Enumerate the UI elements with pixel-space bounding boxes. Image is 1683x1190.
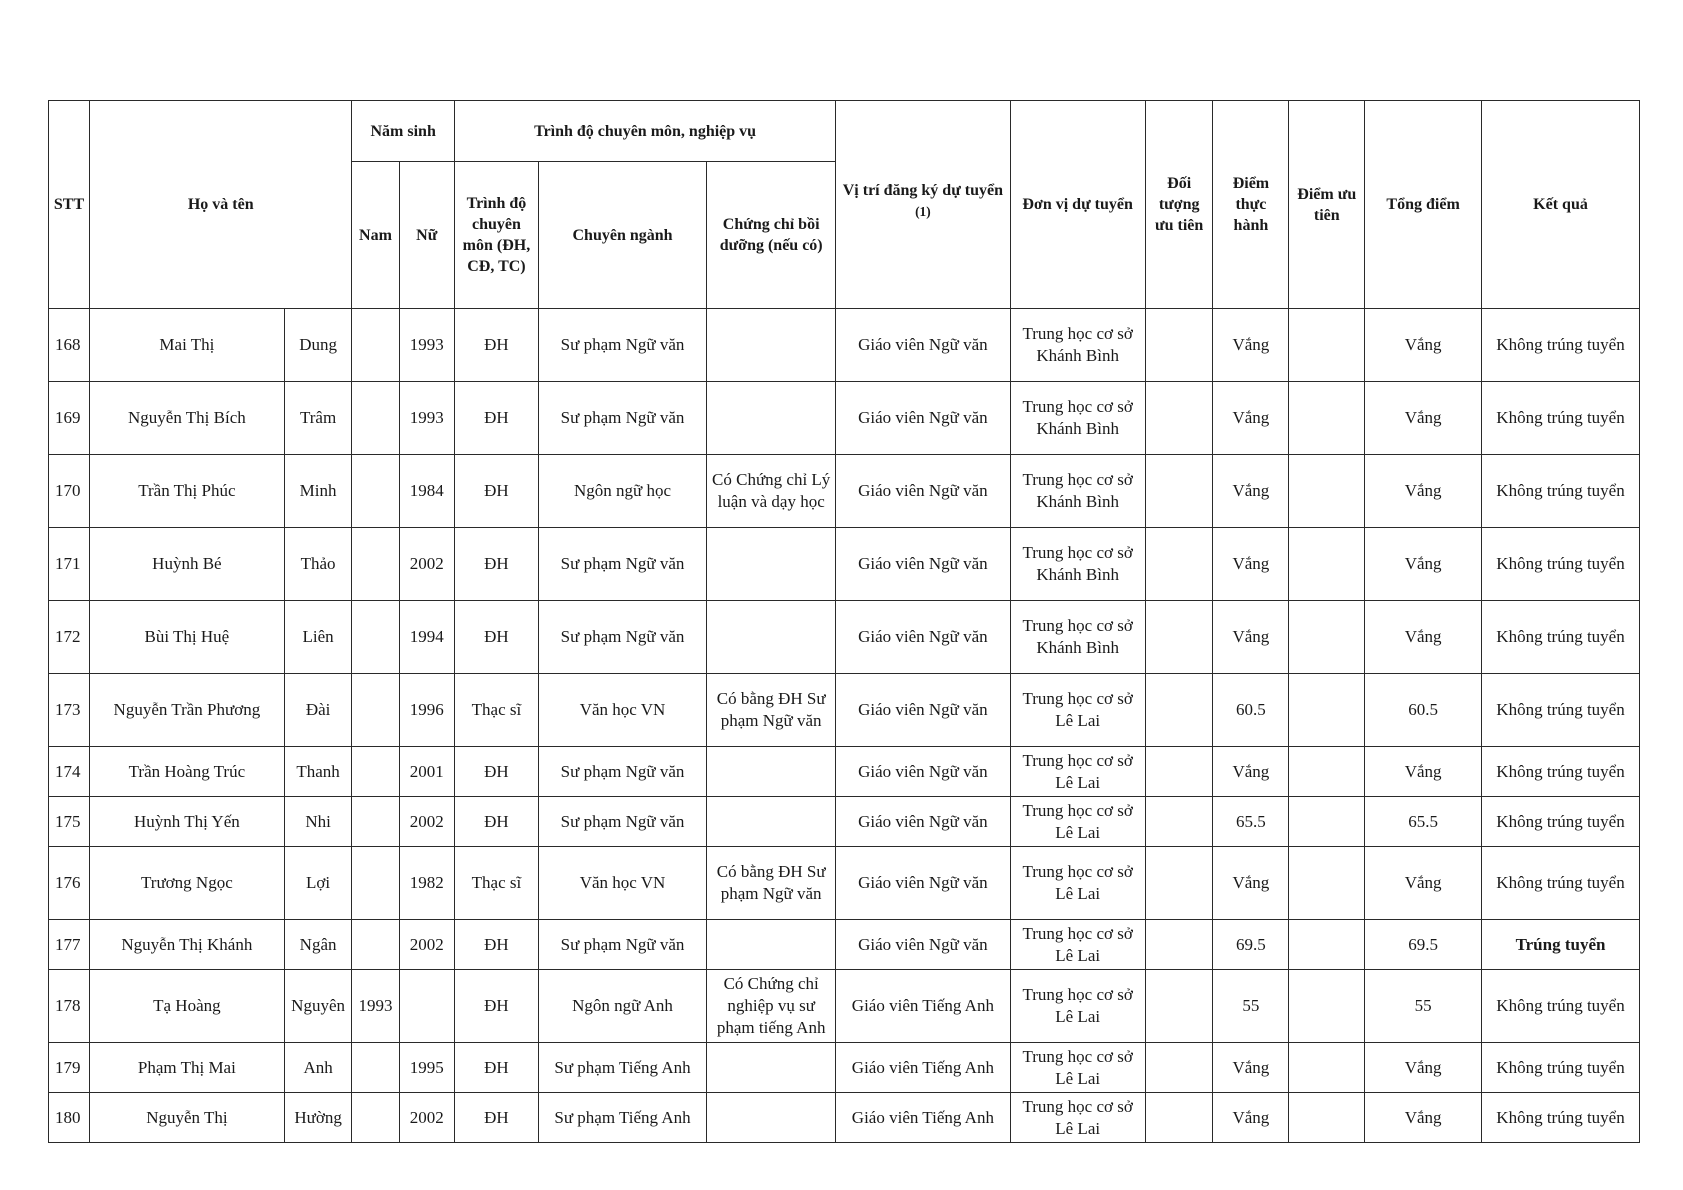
cell-chuyen-nganh: Ngôn ngữ học (538, 455, 706, 528)
cell-diem-uu-tien (1289, 455, 1365, 528)
cell-ten: Nguyên (284, 970, 352, 1043)
cell-chuyen-nganh: Sư phạm Ngữ văn (538, 382, 706, 455)
cell-trinh-do: ĐH (454, 747, 538, 797)
cell-diem-uu-tien (1289, 309, 1365, 382)
cell-nu: 1982 (399, 847, 454, 920)
cell-nu: 1995 (399, 1043, 454, 1093)
cell-ho: Trần Hoàng Trúc (90, 747, 285, 797)
cell-trinh-do: Thạc sĩ (454, 674, 538, 747)
cell-ket-qua: Không trúng tuyển (1482, 1043, 1640, 1093)
cell-stt: 180 (49, 1093, 90, 1143)
cell-doi-tuong (1145, 747, 1213, 797)
table-row (49, 1043, 1640, 1093)
cell-stt: 174 (49, 747, 90, 797)
cell-ten: Thảo (284, 528, 352, 601)
table-row (49, 455, 1640, 528)
header-ket-qua: Kết quả (1482, 101, 1640, 309)
cell-ket-qua: Không trúng tuyển (1482, 601, 1640, 674)
cell-chuyen-nganh: Sư phạm Ngữ văn (538, 309, 706, 382)
cell-diem-thuc-hanh: Vắng (1213, 309, 1289, 382)
cell-don-vi: Trung học cơ sở Khánh Bình (1010, 601, 1145, 674)
cell-vi-tri: Giáo viên Ngữ văn (836, 382, 1010, 455)
cell-diem-thuc-hanh: Vắng (1213, 1093, 1289, 1143)
cell-nam: 1993 (352, 970, 399, 1043)
cell-ho: Tạ Hoàng (90, 970, 285, 1043)
cell-nam (352, 920, 399, 970)
cell-ten: Ngân (284, 920, 352, 970)
cell-doi-tuong (1145, 1043, 1213, 1093)
table-body (49, 309, 1640, 1143)
cell-vi-tri: Giáo viên Tiếng Anh (836, 970, 1010, 1043)
cell-nam (352, 455, 399, 528)
cell-trinh-do: ĐH (454, 1043, 538, 1093)
cell-nam (352, 1093, 399, 1143)
cell-trinh-do: ĐH (454, 970, 538, 1043)
cell-diem-thuc-hanh: Vắng (1213, 528, 1289, 601)
cell-chung-chi (707, 1093, 836, 1143)
cell-diem-thuc-hanh: 69.5 (1213, 920, 1289, 970)
cell-tong-diem: Vắng (1365, 1093, 1482, 1143)
cell-vi-tri: Giáo viên Ngữ văn (836, 601, 1010, 674)
cell-ten: Nhi (284, 797, 352, 847)
cell-chung-chi: Có bằng ĐH Sư phạm Ngữ văn (707, 847, 836, 920)
cell-chung-chi (707, 528, 836, 601)
cell-vi-tri: Giáo viên Ngữ văn (836, 847, 1010, 920)
cell-stt: 177 (49, 920, 90, 970)
cell-ten: Liên (284, 601, 352, 674)
table-row (49, 382, 1640, 455)
cell-ho: Nguyễn Trần Phương (90, 674, 285, 747)
cell-ket-qua: Không trúng tuyển (1482, 747, 1640, 797)
cell-diem-uu-tien (1289, 797, 1365, 847)
cell-ket-qua: Không trúng tuyển (1482, 455, 1640, 528)
cell-ho: Trương Ngọc (90, 847, 285, 920)
header-trinh-do-group: Trình độ chuyên môn, nghiệp vụ (454, 101, 835, 162)
cell-tong-diem: 60.5 (1365, 674, 1482, 747)
cell-ket-qua: Không trúng tuyển (1482, 797, 1640, 847)
cell-doi-tuong (1145, 382, 1213, 455)
cell-stt: 170 (49, 455, 90, 528)
cell-diem-thuc-hanh: Vắng (1213, 382, 1289, 455)
cell-stt: 172 (49, 601, 90, 674)
cell-chuyen-nganh: Ngôn ngữ Anh (538, 970, 706, 1043)
header-nam-sinh: Năm sinh (352, 101, 455, 162)
cell-diem-uu-tien (1289, 747, 1365, 797)
header-vi-tri-note: (1) (915, 204, 931, 220)
cell-don-vi: Trung học cơ sở Khánh Bình (1010, 455, 1145, 528)
cell-vi-tri: Giáo viên Tiếng Anh (836, 1093, 1010, 1143)
cell-ten: Thanh (284, 747, 352, 797)
cell-stt: 178 (49, 970, 90, 1043)
cell-tong-diem: Vắng (1365, 382, 1482, 455)
cell-chung-chi: Có bằng ĐH Sư phạm Ngữ văn (707, 674, 836, 747)
cell-doi-tuong (1145, 309, 1213, 382)
header-vi-tri (836, 101, 1010, 309)
cell-tong-diem: Vắng (1365, 1043, 1482, 1093)
table-row (49, 747, 1640, 797)
cell-vi-tri: Giáo viên Ngữ văn (836, 920, 1010, 970)
cell-nam (352, 382, 399, 455)
cell-diem-thuc-hanh: Vắng (1213, 1043, 1289, 1093)
table-row (49, 309, 1640, 382)
cell-doi-tuong (1145, 601, 1213, 674)
cell-nu: 1996 (399, 674, 454, 747)
cell-ket-qua: Không trúng tuyển (1482, 847, 1640, 920)
cell-vi-tri: Giáo viên Ngữ văn (836, 674, 1010, 747)
cell-trinh-do: Thạc sĩ (454, 847, 538, 920)
cell-ho: Nguyễn Thị Bích (90, 382, 285, 455)
cell-ho: Nguyễn Thị (90, 1093, 285, 1143)
cell-chung-chi (707, 601, 836, 674)
cell-stt: 175 (49, 797, 90, 847)
cell-nu: 1984 (399, 455, 454, 528)
cell-chuyen-nganh: Sư phạm Ngữ văn (538, 747, 706, 797)
cell-ho: Bùi Thị Huệ (90, 601, 285, 674)
cell-vi-tri: Giáo viên Ngữ văn (836, 309, 1010, 382)
cell-nu: 1993 (399, 309, 454, 382)
cell-diem-thuc-hanh: 60.5 (1213, 674, 1289, 747)
cell-doi-tuong (1145, 847, 1213, 920)
cell-chung-chi (707, 920, 836, 970)
cell-ket-qua: Không trúng tuyển (1482, 382, 1640, 455)
cell-nu: 2002 (399, 1093, 454, 1143)
header-chung-chi: Chứng chỉ bồi dưỡng (nếu có) (707, 162, 836, 309)
cell-nu: 2001 (399, 747, 454, 797)
cell-don-vi: Trung học cơ sở Lê Lai (1010, 970, 1145, 1043)
cell-vi-tri: Giáo viên Ngữ văn (836, 528, 1010, 601)
header-diem-thuc-hanh: Điểm thực hành (1213, 101, 1289, 309)
cell-trinh-do: ĐH (454, 528, 538, 601)
cell-ten: Trâm (284, 382, 352, 455)
cell-trinh-do: ĐH (454, 309, 538, 382)
header-trinh-do: Trình độ chuyên môn (ĐH, CĐ, TC) (454, 162, 538, 309)
cell-diem-uu-tien (1289, 847, 1365, 920)
cell-doi-tuong (1145, 1093, 1213, 1143)
cell-ten: Lợi (284, 847, 352, 920)
cell-doi-tuong (1145, 674, 1213, 747)
cell-chuyen-nganh: Sư phạm Tiếng Anh (538, 1093, 706, 1143)
cell-nam (352, 797, 399, 847)
cell-don-vi: Trung học cơ sở Lê Lai (1010, 674, 1145, 747)
cell-diem-uu-tien (1289, 601, 1365, 674)
cell-nam (352, 309, 399, 382)
results-sheet (48, 100, 1640, 1143)
cell-diem-uu-tien (1289, 1093, 1365, 1143)
header-tong-diem: Tổng điểm (1365, 101, 1482, 309)
cell-ten: Minh (284, 455, 352, 528)
cell-nam (352, 1043, 399, 1093)
cell-don-vi: Trung học cơ sở Lê Lai (1010, 797, 1145, 847)
cell-tong-diem: Vắng (1365, 455, 1482, 528)
cell-stt: 169 (49, 382, 90, 455)
cell-trinh-do: ĐH (454, 601, 538, 674)
cell-tong-diem: Vắng (1365, 601, 1482, 674)
cell-don-vi: Trung học cơ sở Lê Lai (1010, 1043, 1145, 1093)
cell-diem-thuc-hanh: 65.5 (1213, 797, 1289, 847)
header-doi-tuong: Đối tượng ưu tiên (1145, 101, 1213, 309)
cell-don-vi: Trung học cơ sở Khánh Bình (1010, 528, 1145, 601)
cell-trinh-do: ĐH (454, 797, 538, 847)
cell-trinh-do: ĐH (454, 920, 538, 970)
cell-chuyen-nganh: Sư phạm Ngữ văn (538, 920, 706, 970)
cell-don-vi: Trung học cơ sở Lê Lai (1010, 747, 1145, 797)
cell-ho: Nguyễn Thị Khánh (90, 920, 285, 970)
cell-stt: 176 (49, 847, 90, 920)
cell-chuyen-nganh: Văn học VN (538, 674, 706, 747)
cell-nu: 1994 (399, 601, 454, 674)
cell-stt: 168 (49, 309, 90, 382)
cell-nu: 2002 (399, 797, 454, 847)
cell-nu (399, 970, 454, 1043)
cell-diem-uu-tien (1289, 1043, 1365, 1093)
cell-chuyen-nganh: Sư phạm Tiếng Anh (538, 1043, 706, 1093)
cell-chung-chi: Có Chứng chỉ nghiệp vụ sư phạm tiếng Anh (707, 970, 836, 1043)
cell-trinh-do: ĐH (454, 1093, 538, 1143)
header-nu: Nữ (399, 162, 454, 309)
cell-doi-tuong (1145, 797, 1213, 847)
cell-diem-thuc-hanh: Vắng (1213, 847, 1289, 920)
cell-stt: 171 (49, 528, 90, 601)
cell-doi-tuong (1145, 970, 1213, 1043)
cell-diem-uu-tien (1289, 528, 1365, 601)
table-row (49, 528, 1640, 601)
cell-diem-thuc-hanh: Vắng (1213, 747, 1289, 797)
cell-chuyen-nganh: Sư phạm Ngữ văn (538, 797, 706, 847)
cell-stt: 179 (49, 1043, 90, 1093)
cell-nam (352, 847, 399, 920)
cell-chung-chi (707, 1043, 836, 1093)
cell-tong-diem: Vắng (1365, 747, 1482, 797)
cell-ho: Huỳnh Thị Yến (90, 797, 285, 847)
cell-vi-tri: Giáo viên Ngữ văn (836, 455, 1010, 528)
cell-chuyen-nganh: Sư phạm Ngữ văn (538, 601, 706, 674)
cell-tong-diem: 65.5 (1365, 797, 1482, 847)
cell-vi-tri: Giáo viên Ngữ văn (836, 747, 1010, 797)
cell-ho: Mai Thị (90, 309, 285, 382)
header-stt: STT (49, 101, 90, 309)
cell-diem-uu-tien (1289, 970, 1365, 1043)
cell-tong-diem: 55 (1365, 970, 1482, 1043)
cell-ket-qua: Không trúng tuyển (1482, 970, 1640, 1043)
cell-vi-tri: Giáo viên Tiếng Anh (836, 1043, 1010, 1093)
header-ho-ten: Họ và tên (90, 101, 352, 309)
cell-nam (352, 601, 399, 674)
cell-doi-tuong (1145, 920, 1213, 970)
cell-ho: Phạm Thị Mai (90, 1043, 285, 1093)
cell-ho: Trần Thị Phúc (90, 455, 285, 528)
cell-trinh-do: ĐH (454, 455, 538, 528)
header-chuyen-nganh: Chuyên ngành (538, 162, 706, 309)
cell-tong-diem: Vắng (1365, 847, 1482, 920)
cell-trinh-do: ĐH (454, 382, 538, 455)
cell-ten: Dung (284, 309, 352, 382)
cell-chuyen-nganh: Văn học VN (538, 847, 706, 920)
cell-chung-chi (707, 747, 836, 797)
cell-diem-uu-tien (1289, 382, 1365, 455)
table-row (49, 970, 1640, 1043)
cell-diem-thuc-hanh: Vắng (1213, 455, 1289, 528)
cell-ho: Huỳnh Bé (90, 528, 285, 601)
cell-diem-thuc-hanh: 55 (1213, 970, 1289, 1043)
cell-nam (352, 747, 399, 797)
cell-chung-chi (707, 797, 836, 847)
results-table (48, 100, 1640, 1143)
cell-ten: Đài (284, 674, 352, 747)
table-row (49, 847, 1640, 920)
header-nam: Nam (352, 162, 399, 309)
cell-doi-tuong (1145, 455, 1213, 528)
cell-don-vi: Trung học cơ sở Khánh Bình (1010, 382, 1145, 455)
cell-vi-tri: Giáo viên Ngữ văn (836, 797, 1010, 847)
cell-ket-qua: Không trúng tuyển (1482, 309, 1640, 382)
table-row (49, 797, 1640, 847)
header-don-vi: Đơn vị dự tuyển (1010, 101, 1145, 309)
cell-chung-chi: Có Chứng chỉ Lý luận và dạy học (707, 455, 836, 528)
cell-doi-tuong (1145, 528, 1213, 601)
table-row (49, 920, 1640, 970)
cell-ket-qua: Không trúng tuyển (1482, 528, 1640, 601)
cell-ten: Anh (284, 1043, 352, 1093)
cell-don-vi: Trung học cơ sở Lê Lai (1010, 1093, 1145, 1143)
table-row (49, 1093, 1640, 1143)
table-row (49, 601, 1640, 674)
cell-nu: 1993 (399, 382, 454, 455)
cell-ket-qua: Không trúng tuyển (1482, 1093, 1640, 1143)
cell-ket-qua: Không trúng tuyển (1482, 674, 1640, 747)
cell-diem-thuc-hanh: Vắng (1213, 601, 1289, 674)
cell-nu: 2002 (399, 920, 454, 970)
cell-don-vi: Trung học cơ sở Lê Lai (1010, 847, 1145, 920)
cell-tong-diem: Vắng (1365, 309, 1482, 382)
cell-diem-uu-tien (1289, 674, 1365, 747)
cell-ten: Hường (284, 1093, 352, 1143)
cell-chung-chi (707, 382, 836, 455)
cell-ket-qua: Trúng tuyển (1482, 920, 1640, 970)
cell-don-vi: Trung học cơ sở Lê Lai (1010, 920, 1145, 970)
cell-don-vi: Trung học cơ sở Khánh Bình (1010, 309, 1145, 382)
cell-tong-diem: 69.5 (1365, 920, 1482, 970)
header-vi-tri-label: Vị trí đăng ký dự tuyển (842, 182, 1004, 200)
cell-tong-diem: Vắng (1365, 528, 1482, 601)
cell-chung-chi (707, 309, 836, 382)
cell-chuyen-nganh: Sư phạm Ngữ văn (538, 528, 706, 601)
cell-nam (352, 674, 399, 747)
cell-nam (352, 528, 399, 601)
cell-stt: 173 (49, 674, 90, 747)
header-diem-uu-tien: Điểm ưu tiên (1289, 101, 1365, 309)
table-row (49, 674, 1640, 747)
cell-nu: 2002 (399, 528, 454, 601)
cell-diem-uu-tien (1289, 920, 1365, 970)
